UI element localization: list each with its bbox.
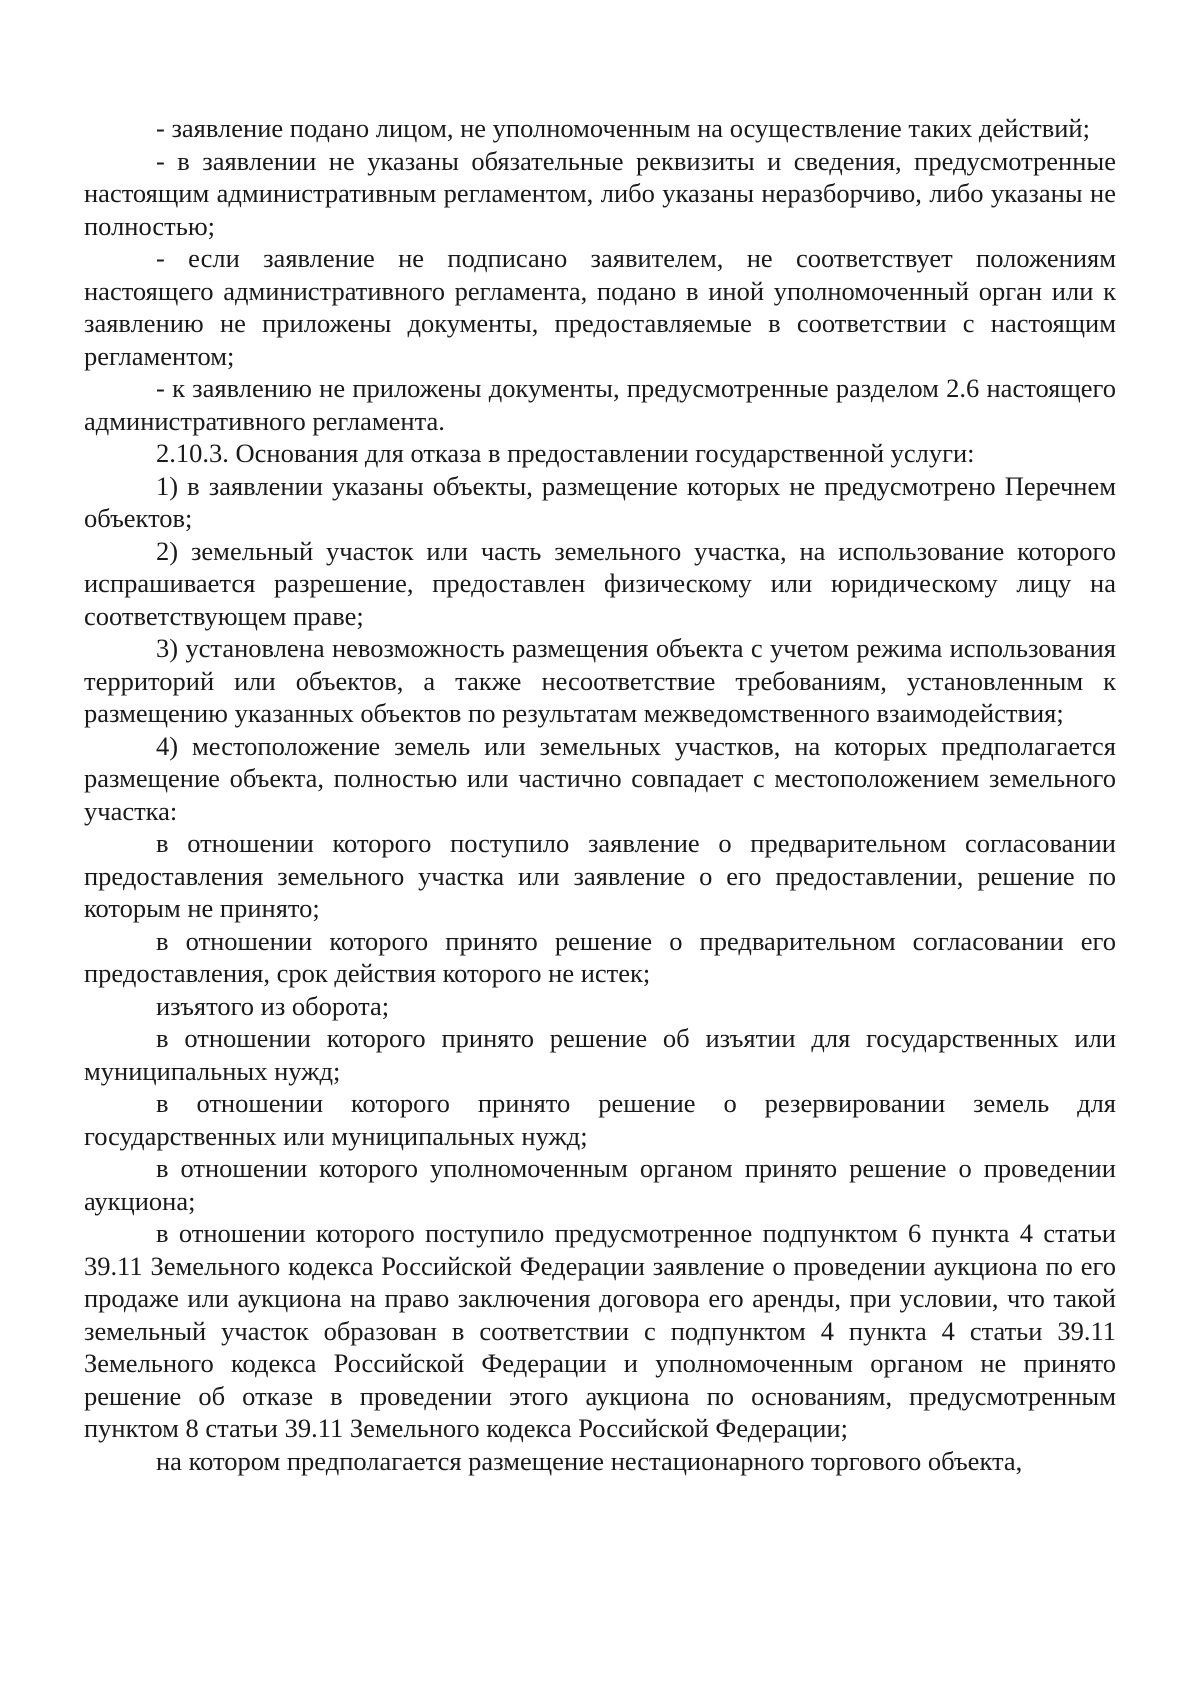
sub-item-auction-decision: в отношении которого уполномоченным органом принято решение о проведении аукциона;	[84, 1153, 1116, 1216]
sub-item-reservation: в отношении которого принято решение о резервировании земель для государственных или муниципальных нужд;	[84, 1088, 1116, 1151]
sub-item-preliminary-approval: в отношении которого принято решение о предварительном согласовании его предоставления, срок действия которого не истек;	[84, 925, 1116, 988]
paragraph-not-authorized: - заявление подано лицом, не уполномоченным на осуществление таких действий;	[156, 113, 1090, 143]
paragraph-missing-details: - в заявлении не указаны обязательные реквизиты и сведения, предусмотренные настоящим административным регламентом, либо указаны неразборчиво, либо указаны не полностью;	[84, 145, 1116, 241]
sub-item-seizure: в отношении которого принято решение об изъятии для государственных или муниципальных нужд;	[84, 1023, 1116, 1086]
list-item-2: 2) земельный участок или часть земельного участка, на использование которого испрашивается разрешение, предоставлен физическому или юридическому лицу на соответствующем праве;	[84, 535, 1116, 631]
paragraph-not-signed: - если заявление не подписано заявителем, не соответствует положениям настоящего административного регламента, подано в иной уполномоченный орган или к заявлению не приложены документы, предоставляемые в соответствии с настоящим регламентом;	[84, 243, 1116, 371]
list-item-3: 3) установлена невозможность размещения объекта с учетом режима использования территорий или объектов, а также несоответствие требованиям, установленным к размещению указанных объектов по результатам межведомственного взаимодействия;	[84, 633, 1116, 728]
sub-item-pending-application: в отношении которого поступило заявление о предварительном согласовании предоставления земельного участка или заявление о его предоставлении, решение по которым не принято;	[84, 828, 1116, 923]
sub-item-auction-application: в отношении которого поступило предусмотренное подпунктом 6 пункта 4 статьи 39.11 Земельного кодекса Российской Федерации заявление о проведении аукциона по его продаже или аукциона на право заключения договора его аренды, при условии, что такой земельный участок образован в соответствии с подпунктом 4 пункта 4 статьи 39.11 Земельного кодекса Российской Федерации и уполномоченным органом не принято решение об отказе в проведении этого аукциона по основаниям, предусмотренным пунктом 8 статьи 39.11 Земельного кодекса Российской Федерации;	[84, 1218, 1116, 1443]
list-item-4: 4) местоположение земель или земельных участков, на которых предполагается размещение объекта, полностью или частично совпадает с местоположением земельного участка:	[84, 730, 1116, 826]
paragraph-missing-documents: - к заявлению не приложены документы, предусмотренные разделом 2.6 настоящего административного регламента.	[84, 373, 1116, 436]
sub-item-trade-object: на котором предполагается размещение нестационарного торгового объекта,	[156, 1445, 1023, 1476]
document-page	[84, 112, 1116, 1477]
sub-item-withdrawn: изъятого из оборота;	[156, 990, 390, 1021]
section-heading-2-10-3: 2.10.3. Основания для отказа в предоставлении государственной услуги:	[156, 438, 975, 468]
list-item-1: 1) в заявлении указаны объекты, размещение которых не предусмотрено Перечнем объектов;	[84, 470, 1116, 533]
